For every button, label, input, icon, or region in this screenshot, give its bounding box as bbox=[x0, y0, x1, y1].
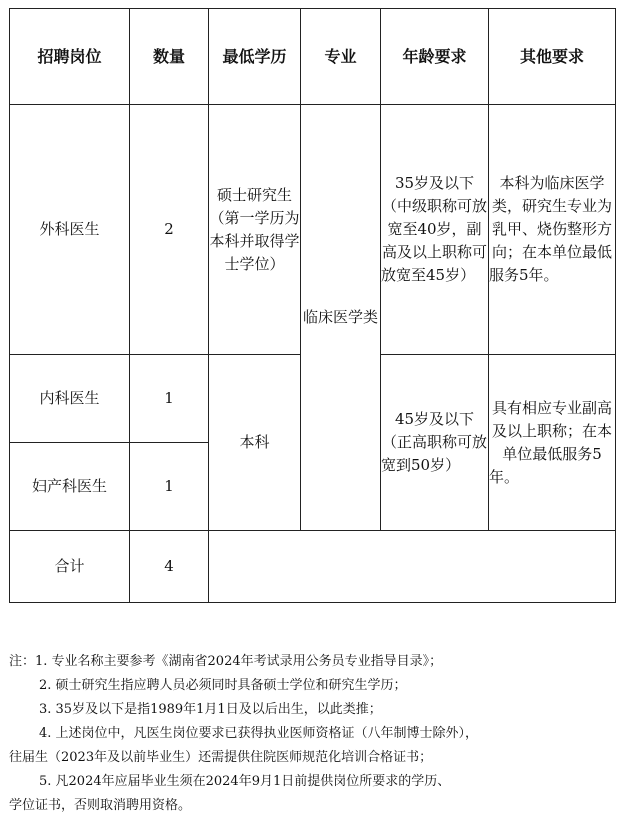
table-row bbox=[10, 105, 616, 355]
cell-count: 1 bbox=[130, 443, 209, 531]
header-other: 其他要求 bbox=[489, 9, 616, 105]
recruitment-table bbox=[9, 8, 616, 603]
cell-total-count: 4 bbox=[130, 531, 209, 603]
note-4-continued: 往届生（2023年及以前毕业生）还需提供住院医师规范化培训合格证书； bbox=[9, 750, 433, 765]
table-total-row bbox=[10, 531, 616, 603]
header-count: 数量 bbox=[130, 9, 209, 105]
cell-education-master: 硕士研究生（第一学历为本科并取得学士学位） bbox=[209, 105, 301, 355]
cell-total-empty bbox=[209, 531, 616, 603]
footnotes bbox=[9, 650, 621, 818]
cell-position: 外科医生 bbox=[10, 105, 130, 355]
cell-count: 2 bbox=[130, 105, 209, 355]
cell-other-group1: 本科为临床医学类，研究生专业为乳甲、烧伤整形方向；在本单位最低服务5年。 bbox=[489, 105, 616, 355]
note-4: 4. 上述岗位中，凡医生岗位要求已获得执业医师资格证（八年制博士除外）， bbox=[39, 726, 479, 741]
cell-education-bachelor: 本科 bbox=[209, 355, 301, 531]
cell-age-group1: 35岁及以下（中级职称可放宽至40岁，副高及以上职称可放宽至45岁） bbox=[381, 105, 489, 355]
note-3: 3. 35岁及以下是指1989年1月1日及以后出生，以此类推； bbox=[39, 702, 382, 717]
header-education: 最低学历 bbox=[209, 9, 301, 105]
cell-position: 妇产科医生 bbox=[10, 443, 130, 531]
cell-major: 临床医学类 bbox=[301, 105, 381, 531]
note-5-continued: 学位证书，否则取消聘用资格。 bbox=[9, 798, 192, 813]
cell-position: 内科医生 bbox=[10, 355, 130, 443]
cell-total-label: 合计 bbox=[10, 531, 130, 603]
header-age: 年龄要求 bbox=[381, 9, 489, 105]
note-2: 2. 硕士研究生指应聘人员必须同时具备硕士学位和研究生学历； bbox=[39, 678, 407, 693]
header-position: 招聘岗位 bbox=[10, 9, 130, 105]
header-major: 专业 bbox=[301, 9, 381, 105]
cell-age-group2: 45岁及以下（正高职称可放宽到50岁） bbox=[381, 355, 489, 531]
table-header-row bbox=[10, 9, 616, 105]
cell-count: 1 bbox=[130, 355, 209, 443]
note-5: 5. 凡2024年应届毕业生须在2024年9月1日前提供岗位所要求的学历、 bbox=[39, 774, 451, 789]
note-1: 注：1. 专业名称主要参考《湖南省2024年考试录用公务员专业指导目录》； bbox=[9, 654, 443, 669]
cell-other-group2: 具有相应专业副高及以上职称；在本单位最低服务5年。 bbox=[489, 355, 616, 531]
